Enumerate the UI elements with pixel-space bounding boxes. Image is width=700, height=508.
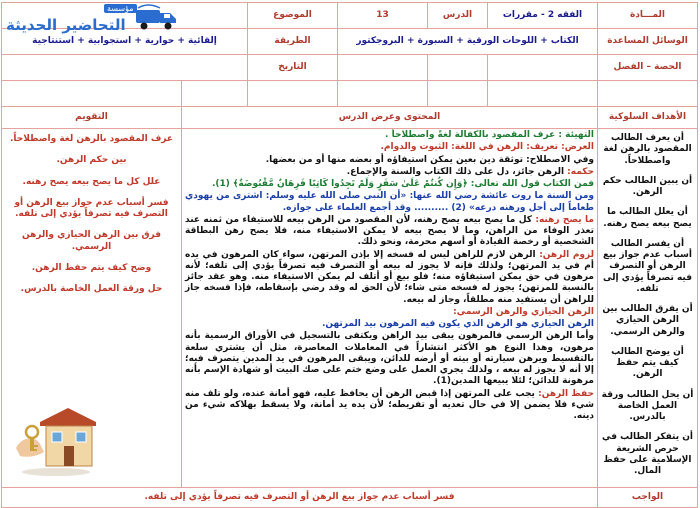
objectives-cell [598,129,698,488]
objectives-header: الأهداف السلوكية [598,107,698,129]
content-definition-heading: العرض: تعريف: الرهن في اللغة: الثبوت والدوام. [380,142,594,153]
content-what-heading: ما يصح رهنه: [531,214,594,225]
lesson-number: 13 [338,3,428,29]
homework-label: الواجب [598,488,698,508]
content-binding [185,250,594,306]
objective-item: أن يعلل الطالب ما يصح بيعه يصح رهنه. [603,207,692,229]
header-row-period [2,55,698,81]
blank-cell-6 [182,81,248,107]
content-header: المحتوى وعرض الدرس [182,107,598,129]
blank-cell-1 [598,81,698,107]
house-key-icon [10,402,100,477]
site-logo [6,4,181,42]
objective-item: أن يحل الطالب ورقة العمل الخاصة بالدرس. [601,389,694,422]
content-binding-text: الرهن لازم للراهن ليس له فسخه إلا بإذن المرتهن، سواء كان المرهون في يده أم في يد المرتهن؛ ولذلك فإنه لا يجوز له بيعه أو التصرف فيه تصرفاً يؤدي إلى تلفه؛ لأنه مرهون في حق يمكن استيفاؤه منه؛ فلو بيع أو أتلف لم يمكن الاستيفاء منه. وهو عقد جائز بالنسبة للمرتهن؛ يجوز له فسخه متى شاء؛ لأن الحق له وقد رضي بإسقاطه، فإذا فسخه جاز للراهن أن يستفيد منه مطلقاً، وجاز له بيعه. [185,249,594,305]
content-possessory: الرهن الحيازي هو الرهن الذي يكون فيه المرهون بيد المرتهن. [321,319,594,329]
blank-cell-7 [2,81,182,107]
objective-item: أن يعرف الطالب المقصود بالرهن لغة واصطلاحاً. [603,133,692,166]
lesson-label: الدرس [428,3,488,29]
blank-cell-2 [488,81,598,107]
objective-item: أن يبين الطالب حكم الرهن. [602,175,693,197]
body-row [2,129,698,488]
evaluation-item: بين حكم الرهن. [56,155,127,166]
method-value: إلقائية + حوارية + استجوابية + استنتاجية [2,29,248,55]
truck-icon [134,4,178,32]
blank-cell-3 [428,81,488,107]
objective-item: أن يوضح الطالب كيف يتم حفظ الرهن. [611,346,684,380]
content-quran: فمن الكتاب قول الله تعالى: ﴿وَإِن كُنتُمْ عَلَىٰ سَفَرٍ وَلَمْ تَجِدُوا كَاتِبًا فَرِهَانٌ مَّقْبُوضَةٌ﴾ (1). [211,179,594,189]
header-row-blank [2,81,698,107]
period-cell-3 [338,55,428,81]
content-official: وأما الرهن الرسمي فالمرهون يبقى بيد الراهن ويكتفى بالتسجيل في الأوراق الرسمية بأنه مرهون، وهذا النوع هو الأكثر انتشاراً في المعاملات المعاصرة، مثل أن يشتري سلعة بالتقسيط ويرهن سيارته أو بيته أو أرضه للدائن، ويبقى المرهون في يد المدين يتصرف فيه؛ إلا أنه لا يجوز له بيعه ، ولذلك يجري العمل على وضع ختم على صك البيت أو شهادة الإسم بأنه مرهونة للدائن؛ لئلا يبيعها المدين(1). [185,331,594,387]
lesson-plan-table [1,2,698,508]
content-keeping [185,389,594,423]
content-definition: وفي الاصطلاح: توثقة دين بعين يمكن استيفاؤه أو بعضه منها أو من بعضها. [265,154,594,165]
content-sunnah: ومن السنة ما روت عائشة رضي الله عنها: «أن النبي صلى الله عليه وسلم: اشترى من يهودي طعاماً إلى أجل ورهنه درعه» (2) .......... وقد أجمع العلماء على جوازه. [185,191,594,213]
logo-badge: مؤسسة [104,4,137,13]
evaluation-item: حل ورقة العمل الخاصة بالدرس. [20,284,163,294]
objective-item: أن يتفكر الطالب في حرص الشريعة الإسلامية على حفظ المال. [601,432,694,476]
content-keeping-text: يجب على المرتهن إذا قبض الرهن أن يحافظ عليه، فهو أمانة عنده، ولو تلف منه شيء فلا يضمن إلا في حال تعديه أو تفريطه؛ لأن يده يد أمانة، ولا يسقط بهلاكه شيء من دينه. [185,388,594,421]
blank-cell-4 [338,81,428,107]
objective-item: أن يفرق الطالب بين الرهن الحيازي والرهن الرسمي. [602,304,693,337]
aids-label: الوسائل المساعدة [598,29,698,55]
content-ruling-text: الرهن جائز، دل على ذلك الكتاب والسنة والإجماع. [346,166,565,177]
columns-header-row [2,107,698,129]
content-cell [182,129,598,488]
aids-value: الكتاب + اللوحات الورقية + السبورة + البروجكتور [338,29,598,55]
content-what-can-be-pledged [185,215,594,249]
evaluation-item: علل كل ما يصح بيعه يصح رهنه. [22,176,161,187]
content-types-heading: الرهن الحيازي والرهن الرسمي: [453,306,594,317]
homework-row [2,488,698,508]
content-binding-heading: لزوم الرهن: [535,249,595,260]
date-label: التاريخ [248,55,338,81]
content-what-text: كل ما يصح بيعه يصح رهنه، لأن المقصود من الرهن بيعه للاستيفاء من ثمنه عند تعذر الوفاء من الراهن، وما لا يصح بيعه لا يمكن الاستيفاء منه، فلا يصح رهن البطاقة الشخصية أو رخصة القيادة أو أسهم محرمة، ونحو ذلك. [185,214,594,248]
subject-value: الفقه 2 - مقررات [488,3,598,29]
homework-value: فسر أسباب عدم جواز بيع الرهن أو التصرف فيه تصرفاً يؤدي إلى تلفه. [2,488,598,508]
evaluation-item: فرق بين الرهن الحيازي والرهن الرسمي. [21,230,162,252]
content-ruling [185,167,594,178]
lesson-plan-sheet [2,2,698,503]
evaluation-item: فسر أسباب عدم جواز بيع الرهن أو التصرف فيه تصرفاً يؤدي إلى تلفه. [14,197,169,219]
topic-label: الموضوع [248,3,338,29]
content-ruling-heading: حكمه: [564,166,594,177]
subject-label: المـــادة [598,3,698,29]
blank-cell-5 [248,81,338,107]
logo-name: التحاضير الحديثة [6,16,126,34]
evaluation-item: عرف المقصود بالرهن لغة واصطلاحاً. [9,134,174,144]
objective-item: أن يفسر الطالب أسباب عدم جواز بيع الرهن أو التصرف فيه تصرفاً يؤدي إلى تلفه. [602,238,692,294]
evaluation-header: التقويم [2,107,182,129]
period-cell-1 [488,55,598,81]
content-keeping-heading: حفظ الرهن: [534,388,594,399]
content-intro: التهيئة : عرف المقصود بالكفالة لغةً واصطلاحاً . [385,130,594,140]
date-value [2,55,248,81]
evaluation-item: وضح كيف يتم حفظ الرهن. [31,262,152,273]
period-label: الحصة – الفصل [598,55,698,81]
method-label: الطريقة [248,29,338,55]
period-cell-2 [428,55,488,81]
